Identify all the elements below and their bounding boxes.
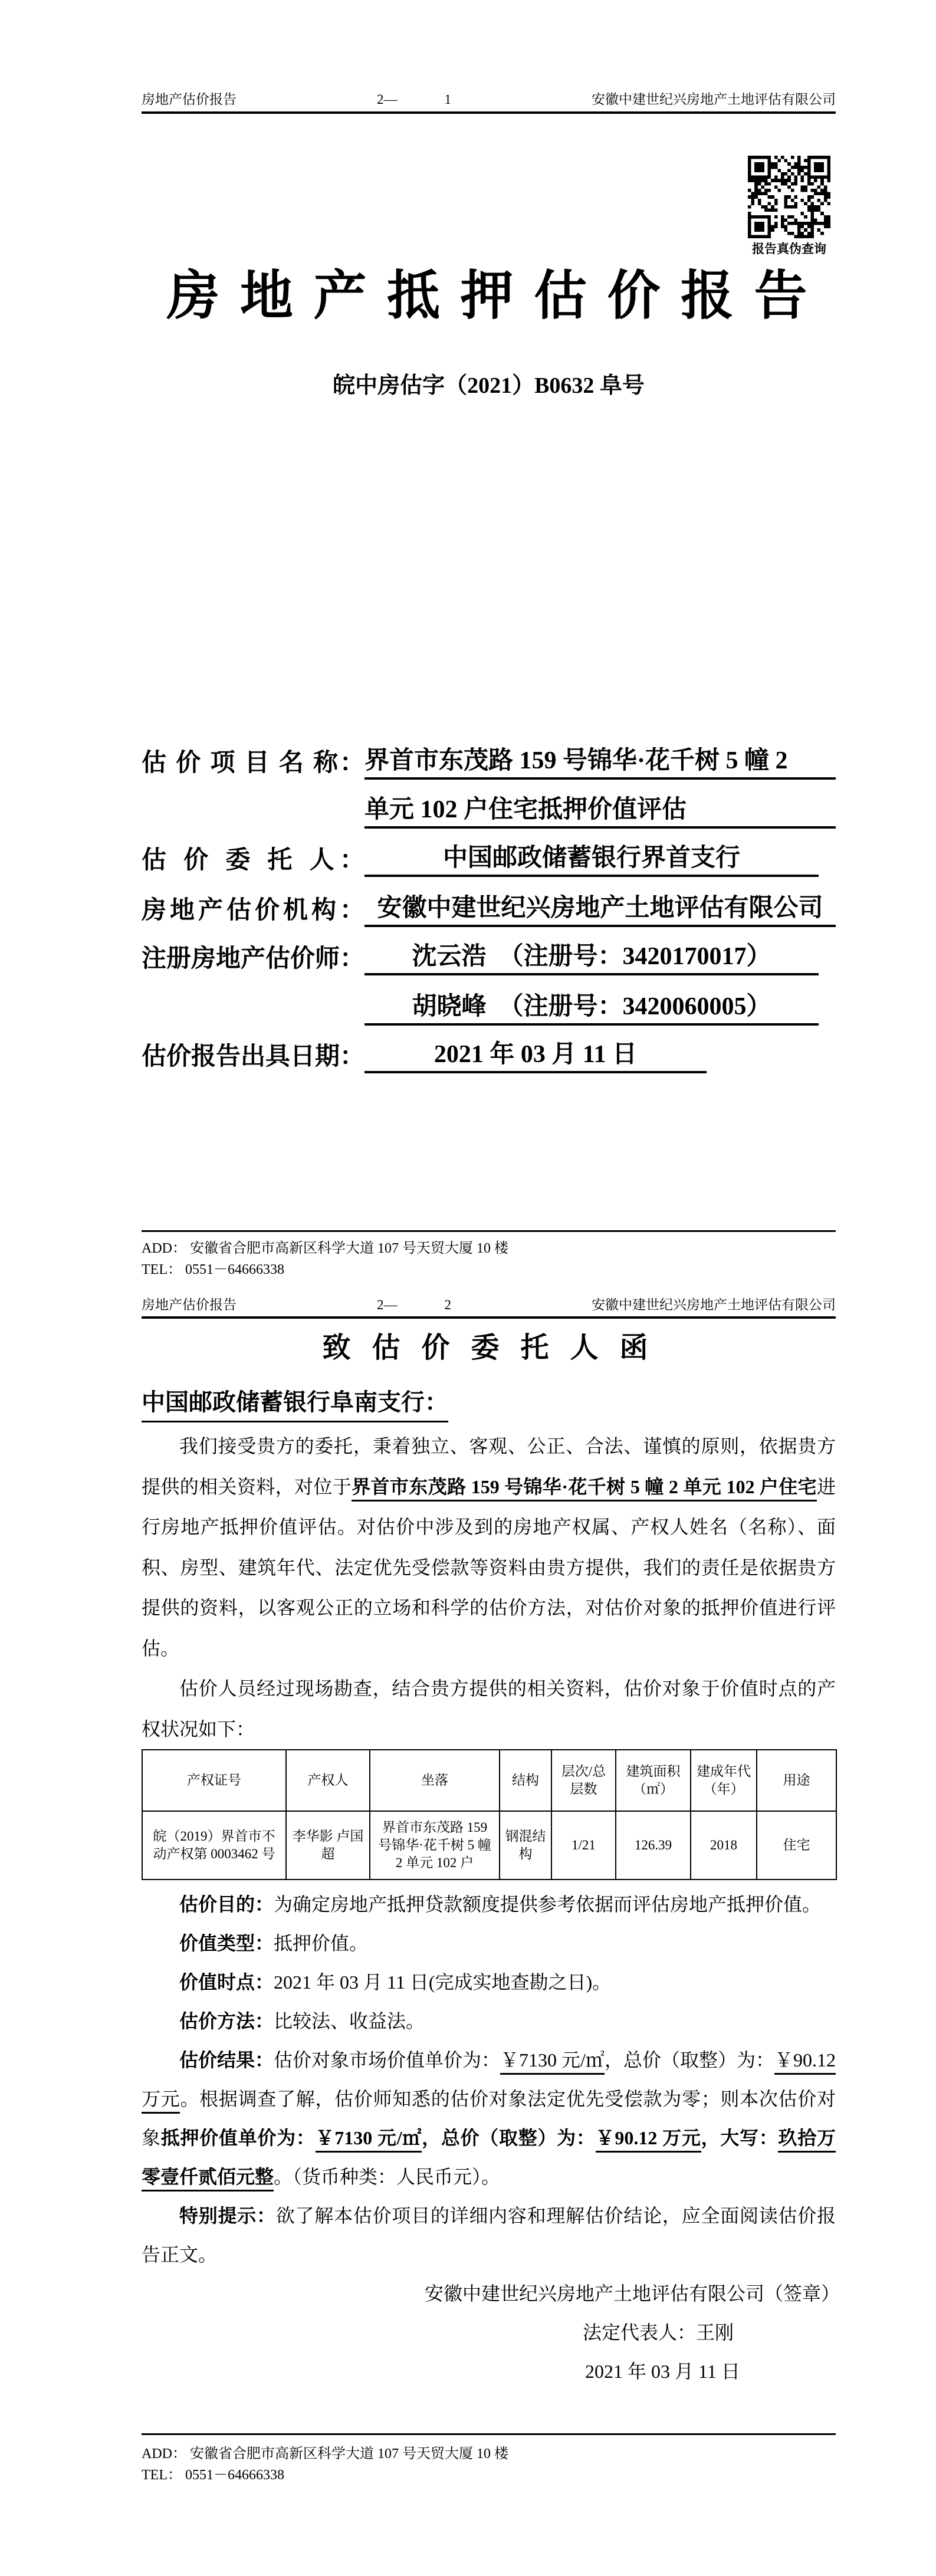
field-value: 2021 年 03 月 11 日 [364,1034,707,1073]
col-area: 建筑面积（㎡） [616,1750,691,1811]
footer-rule [142,1230,836,1232]
qr-code [748,156,830,238]
field-project-name-line2 [142,794,836,829]
page2-footer-address: ADD： 安徽省合肥市高新区科学大道 107 号天贸大厦 10 楼 [142,2446,508,2462]
field-label-spacer [142,1024,364,1026]
page2-footer-phone: TEL： 0551－64666338 [142,2467,284,2483]
col-floor: 层次/总层数 [551,1750,616,1811]
letter-title: 致 估 价 委 托 人 函 [322,1332,655,1363]
appraisal-subject: 界首市东茂路 159 号锦华·花千树 5 幢 2 单元 102 户住宅 [352,1476,817,1501]
field-value: 中国邮政储蓄银行界首支行 [364,838,819,877]
letter-salutation: 中国邮政储蓄银行阜南支行： [142,1384,448,1422]
header-doc-type: 房地产估价报告 [142,92,237,107]
header-rule [142,1316,836,1319]
field-label: 估价报告出具日期： [142,1043,365,1070]
cell-floor: 1/21 [551,1811,616,1880]
cell-location: 界首市东茂路 159 号锦华·花千树 5 幢 2 单元 102 户 [370,1811,500,1880]
letter-paragraph-engagement: 我们接受贵方的委托，秉着独立、客观、公正、合法、谨慎的原则，依据贵方提供的相关资料，对位于界首市东茂路 159 号锦华·花千树 5 幢 2 单元 102 户住宅进行房地产抵押价值评估。对估价中涉及到的房地产权属、产权人姓名（名称）、面积、房型、建筑年代、法定优先受偿款等资料由贵方提供，我们的责任是依据贵方提供的资料，以客观公正的立场和科学的估价方法，对估价对象的抵押价值进行评估。 [142,1435,836,1659]
value-type: 价值类型：抵押价值。 [179,1933,369,1954]
signature-company: 安徽中建世纪兴房地产土地评估有限公司（签章） [425,2283,840,2304]
cell-cert-no: 皖（2019）界首市不动产权第 0003462 号 [142,1811,286,1880]
col-year-built: 建成年代（年） [691,1750,757,1811]
col-owner: 产权人 [286,1750,370,1811]
signature-legal-representative: 法定代表人：王刚 [583,2322,734,2343]
property-table [142,1749,837,1880]
field-value: 单元 102 户住宅抵押价值评估 [364,790,836,829]
property-table-header-row [142,1750,836,1811]
mortgage-total-price: ￥90.12 万元 [596,2127,701,2153]
qr-caption: 报告真伪查询 [752,242,826,256]
appraisal-purpose: 估价目的：为确定房地产抵押贷款额度提供参考依据而评估房地产抵押价值。 [179,1894,822,1915]
page1-header [142,88,836,108]
field-appraiser-2 [142,991,836,1026]
footer-rule [142,2433,836,2435]
cell-use: 住宅 [757,1811,836,1880]
field-agency [142,893,836,927]
cell-year-built: 2018 [691,1811,757,1880]
cell-owner: 李华影 卢国超 [286,1811,370,1880]
col-structure: 结构 [500,1750,551,1811]
col-use: 用途 [757,1750,836,1811]
col-cert-no: 产权证号 [142,1750,286,1811]
cell-area: 126.39 [616,1811,691,1880]
appraisal-method: 估价方法：比较法、收益法。 [179,2010,425,2032]
report-title: 房 地 产 抵 押 估 价 报 告 [166,267,811,326]
field-value: 界首市东茂路 159 号锦华·花千树 5 幢 2 [364,741,836,780]
page1-footer-address: ADD： 安徽省合肥市高新区科学大道 107 号天贸大厦 10 楼 [142,1241,508,1256]
market-total-price: ￥90.12 万元 [142,2049,836,2114]
header-rule [142,111,836,114]
col-location: 坐落 [370,1750,500,1811]
header-company-name: 安徽中建世纪兴房地产土地评估有限公司 [592,92,836,107]
field-label: 房地产估价机构： [142,897,364,924]
field-value: 胡晓峰 （注册号：3420060005） [364,987,819,1026]
field-appraiser-1 [142,941,836,975]
header-page-number: 2— 2 [377,1297,451,1312]
field-report-date [142,1039,836,1073]
header-doc-type: 房地产估价报告 [142,1297,237,1312]
page1-footer-phone: TEL： 0551－64666338 [142,1262,284,1277]
appraisal-result: 估价结果：估价对象市场价值单价为：￥7130 元/㎡，总价（取整）为：￥90.12 万元。根据调查了解，估价师知悉的估价对象法定优先受偿款为零；则本次估价对象抵押价值单价为：￥7130 元/㎡，总价（取整）为：￥90.12 万元，大写：玖拾万零壹仟贰佰元整。（货币种类：人民币元）。 [142,2041,836,2196]
field-label: 注册房地产估价师： [142,945,365,972]
field-project-name [142,745,836,780]
field-label: 估 价 项 目 名 称： [142,750,364,777]
report-number: 皖中房估字（2021）B0632 阜号 [333,373,645,398]
market-unit-price: ￥7130 元/㎡ [500,2049,605,2075]
header-page-number: 2— 1 [377,92,451,107]
field-value: 沈云浩 （注册号：3420170017） [364,937,819,975]
mortgage-total-capital: 玖拾万零壹仟贰佰元整 [142,2127,836,2191]
qr-code-pattern [748,156,830,238]
special-notice: 特别提示：欲了解本估价项目的详细内容和理解估价结论，应全面阅读估价报告正文。 [142,2205,836,2265]
field-label-spacer [142,827,364,829]
signature-date: 2021 年 03 月 11 日 [585,2361,740,2382]
field-client [142,843,836,877]
page2-header [142,1294,836,1313]
property-table-data-row [142,1811,836,1880]
header-company-name: 安徽中建世纪兴房地产土地评估有限公司 [592,1297,836,1312]
field-value: 安徽中建世纪兴房地产土地评估有限公司 [364,888,836,927]
field-label: 估 价 委 托 人： [142,847,364,874]
cell-structure: 钢混结构 [500,1811,551,1880]
mortgage-unit-price: ￥7130 元/㎡ [316,2127,422,2153]
value-date: 价值时点：2021 年 03 月 11 日(完成实地查勘之日)。 [179,1972,612,1993]
letter-body [142,1426,840,2391]
letter-paragraph-survey: 估价人员经过现场勘查，结合贵方提供的相关资料，估价对象于价值时点的产权状况如下： [142,1678,836,1740]
